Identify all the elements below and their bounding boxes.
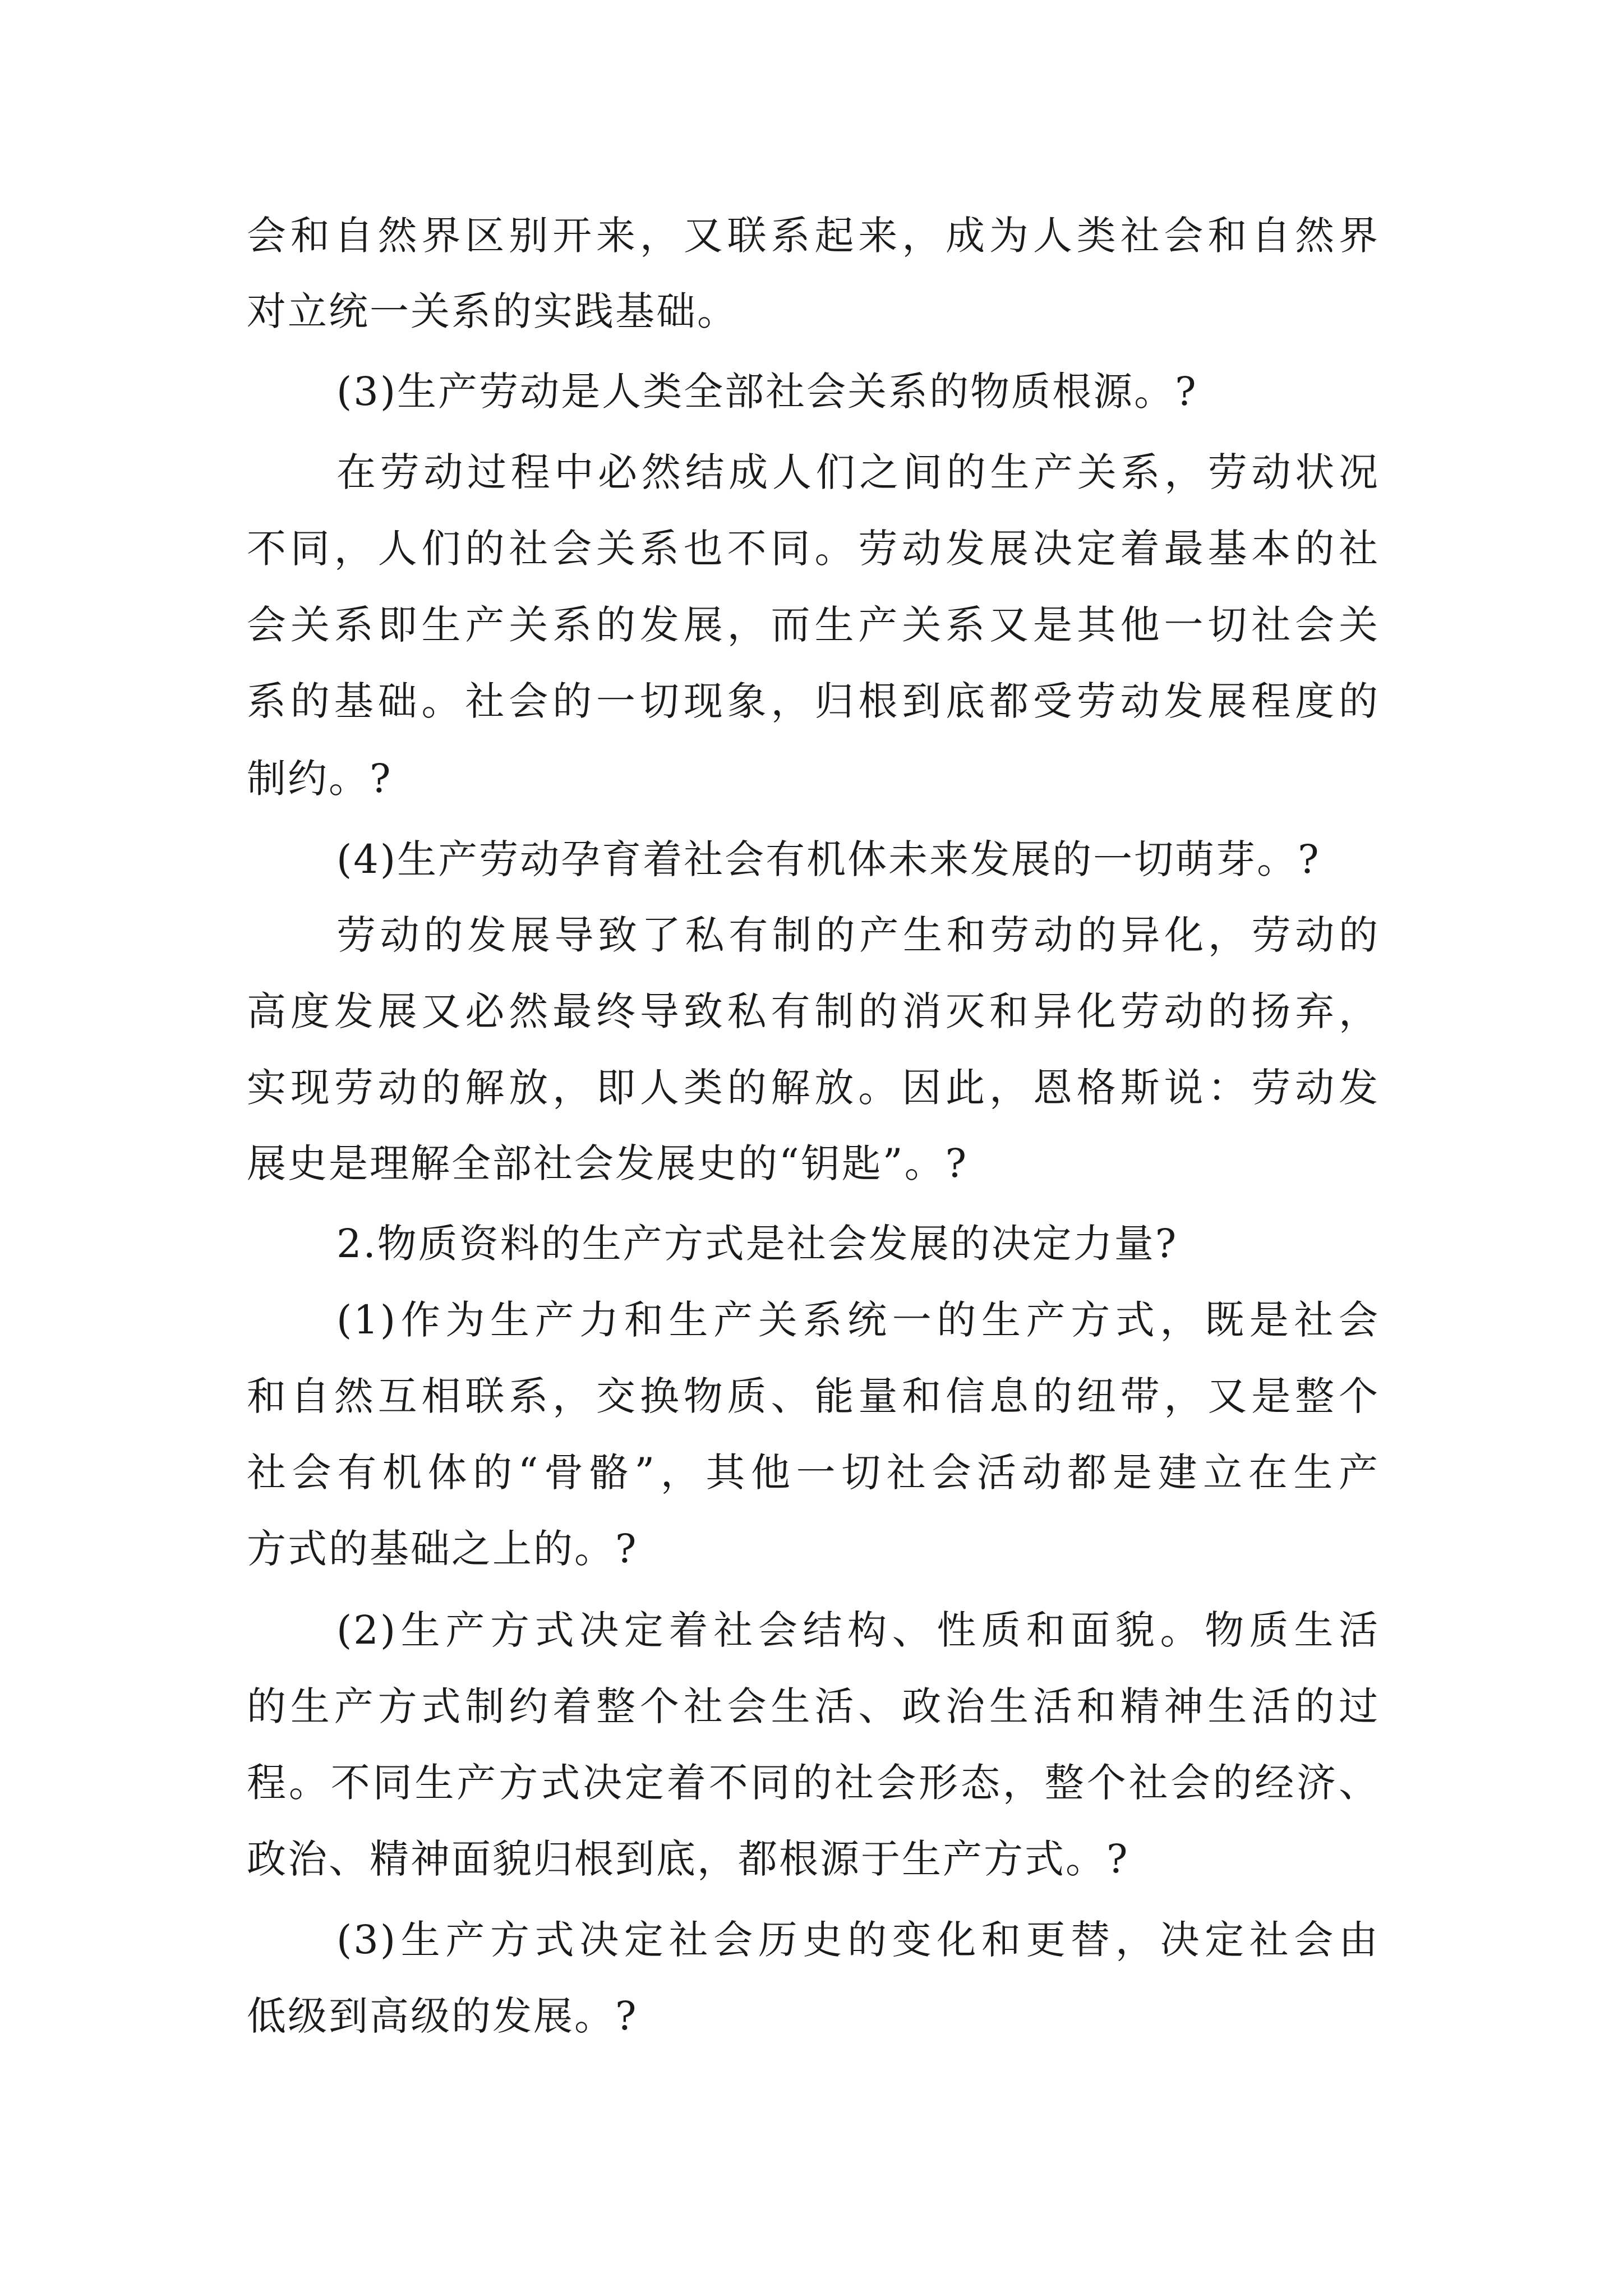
text-line-7: 系的基础。社会的一切现象，归根到底都受劳动发展程度的 <box>247 678 1380 724</box>
text-line-22: 政治、精神面貌归根到底，都根源于生产方式。? <box>247 1836 1129 1882</box>
text-line-15: (1)作为生产力和生产关系统一的生产方式，既是社会 <box>336 1297 1380 1343</box>
text-line-21: 程。不同生产方式决定着不同的社会形态，整个社会的经济、 <box>247 1760 1380 1806</box>
text-line-9: (4)生产劳动孕育着社会有机体未来发展的一切萌芽。? <box>336 836 1321 882</box>
text-line-3: (3)生产劳动是人类全部社会关系的物质根源。? <box>336 369 1198 415</box>
text-line-12: 实现劳动的解放，即人类的解放。因此，恩格斯说：劳动发 <box>247 1065 1380 1111</box>
text-line-18: 方式的基础之上的。? <box>247 1526 638 1572</box>
text-line-8: 制约。? <box>247 756 393 802</box>
text-line-1: 会和自然界区别开来，又联系起来，成为人类社会和自然界 <box>247 213 1380 259</box>
text-line-16: 和自然互相联系，交换物质、能量和信息的纽带，又是整个 <box>247 1373 1380 1419</box>
text-line-19: (2)生产方式决定着社会结构、性质和面貌。物质生活 <box>336 1607 1380 1653</box>
text-line-20: 的生产方式制约着整个社会生活、政治生活和精神生活的过 <box>247 1683 1380 1729</box>
text-line-2: 对立统一关系的实践基础。 <box>247 288 738 334</box>
text-line-23: (3)生产方式决定社会历史的变化和更替，决定社会由 <box>336 1917 1380 1963</box>
text-line-17: 社会有机体的“骨骼”，其他一切社会活动都是建立在生产 <box>247 1450 1380 1496</box>
text-line-24: 低级到高级的发展。? <box>247 1993 638 2039</box>
text-line-5: 不同，人们的社会关系也不同。劳动发展决定着最基本的社 <box>247 526 1380 572</box>
text-line-11: 高度发展又必然最终导致私有制的消灭和异化劳动的扬弃， <box>247 988 1380 1034</box>
text-line-10: 劳动的发展导致了私有制的产生和劳动的异化，劳动的 <box>336 912 1380 958</box>
text-line-13: 展史是理解全部社会发展史的“钥匙”。? <box>247 1140 969 1186</box>
text-line-14: 2.物质资料的生产方式是社会发展的决定力量? <box>336 1221 1178 1267</box>
text-line-4: 在劳动过程中必然结成人们之间的生产关系，劳动状况 <box>336 449 1380 495</box>
text-line-6: 会关系即生产关系的发展，而生产关系又是其他一切社会关 <box>247 602 1380 648</box>
